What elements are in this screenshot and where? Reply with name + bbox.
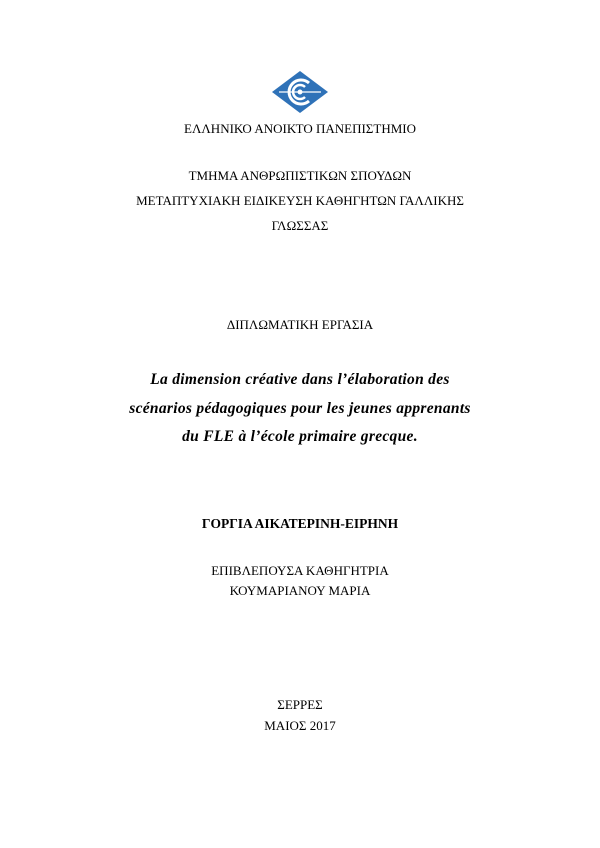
author-name: ΓΟΡΓΙΑ ΑΙΚΑΤΕΡΙΝΗ-ΕΙΡΗΝΗ [201,516,399,531]
document-type: ΔΙΠΛΩΜΑΤΙΚΗ ΕΡΓΑΣΙΑ [226,317,374,332]
institution-name: ΕΛΛΗΝΙΚΟ ΑΝΟΙΚΤΟ ΠΑΝΕΠΙΣΤΗΜΙΟ [184,121,416,136]
thesis-title-line-3: du FLE à l’école primaire grecque. [182,428,418,445]
university-logo-icon [271,70,329,114]
department-line-2: ΜΕΤΑΠΤΥΧΙΑΚΗ ΕΙΔΙΚΕΥΣΗ ΚΑΘΗΓΗΤΩΝ ΓΑΛΛΙΚΗΣ [136,193,464,208]
department-line-3: ΓΛΩΣΣΑΣ [271,218,329,233]
department-line-1: ΤΜΗΜΑ ΑΝΘΡΩΠΙΣΤΙΚΩΝ ΣΠΟΥΔΩΝ [188,168,412,183]
place: ΣΕΡΡΕΣ [277,697,323,712]
supervisor-name: ΚΟΥΜΑΡΙΑΝΟΥ ΜΑΡΙΑ [229,583,371,598]
thesis-title-line-2: scénarios pédagogiques pour les jeunes apprenants [129,400,471,417]
date: ΜΑΙΟΣ 2017 [264,718,336,733]
thesis-title-line-1: La dimension créative dans l’élaboration des [150,371,450,388]
supervisor-label: ΕΠΙΒΛΕΠΟΥΣΑ ΚΑΘΗΓΗΤΡΙΑ [211,563,389,578]
